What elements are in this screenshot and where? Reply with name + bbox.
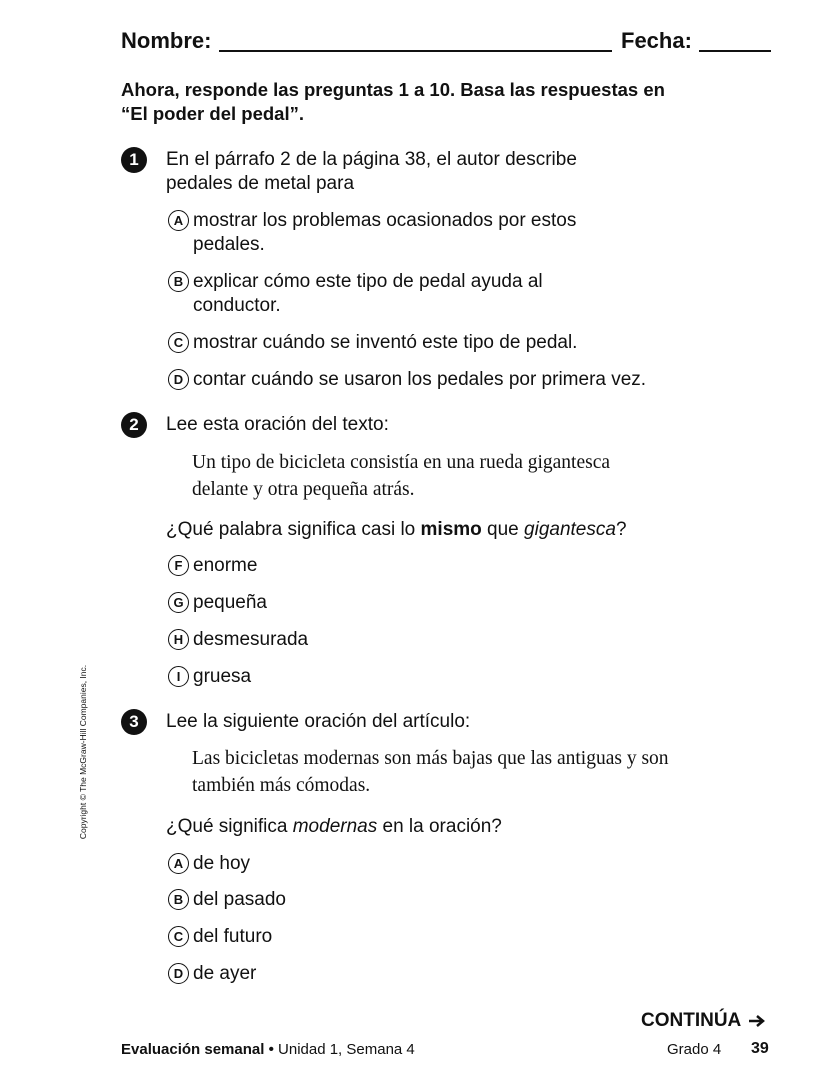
answer-option[interactable] — [168, 628, 688, 652]
option-letter-circle: I — [168, 666, 189, 687]
option-letter-circle: A — [168, 853, 189, 874]
continue-label: CONTINÚA — [641, 1010, 772, 1034]
footer-left: Evaluación semanal • Unidad 1, Semana 4 — [121, 1041, 415, 1058]
name-field-line[interactable] — [219, 50, 612, 52]
copyright-notice: Copyright © The McGraw-Hill Companies, Inc. — [78, 664, 88, 840]
option-text: contar cuándo se usaron los pedales por primera vez. — [193, 369, 647, 390]
arrow-right-icon — [748, 1014, 766, 1028]
option-letter-circle: F — [168, 555, 189, 576]
option-text: de ayer — [193, 963, 257, 984]
question-3-prompt: Lee la siguiente oración del artículo: — [166, 711, 471, 732]
question-number-badge: 1 — [121, 147, 147, 173]
option-letter-circle: C — [168, 332, 189, 353]
answer-option[interactable] — [168, 665, 688, 689]
answer-option[interactable] — [168, 554, 688, 578]
option-text: desmesurada — [193, 629, 309, 650]
question-3-subquestion: ¿Qué significa modernas en la oración? — [166, 816, 502, 837]
option-letter-circle: A — [168, 210, 189, 231]
header — [121, 28, 771, 58]
question-2-prompt: Lee esta oración del texto: — [166, 414, 389, 435]
option-text: explicar cómo este tipo de pedal ayuda al conductor. — [193, 271, 543, 316]
option-letter-circle: C — [168, 926, 189, 947]
question-1-prompt: En el párrafo 2 de la página 38, el autor describe pedales de metal para — [166, 149, 577, 194]
option-text: del futuro — [193, 926, 273, 947]
grade-label: Grado 4 — [667, 1041, 722, 1058]
option-text: gruesa — [193, 666, 252, 687]
answer-option[interactable] — [168, 368, 688, 392]
page-number: 39 — [751, 1040, 769, 1057]
question-2-subquestion: ¿Qué palabra significa casi lo mismo que gigantesca? — [166, 519, 627, 540]
option-letter-circle: B — [168, 271, 189, 292]
assessment-title: Evaluación semanal — [121, 1041, 265, 1058]
option-text: mostrar cuándo se inventó este tipo de pedal. — [193, 332, 578, 353]
answer-option[interactable] — [168, 591, 688, 615]
question-number-badge: 2 — [121, 412, 147, 438]
quoted-sentence: Las bicicletas modernas son más bajas que las antiguas y son también más cómodas. — [192, 748, 669, 796]
option-text: enorme — [193, 555, 258, 576]
option-letter-circle: G — [168, 592, 189, 613]
answer-option[interactable] — [168, 209, 688, 257]
quoted-sentence: Un tipo de bicicleta consistía en una rueda gigantesca delante y otra pequeña atrás. — [192, 452, 611, 500]
question-number-badge: 3 — [121, 709, 147, 735]
answer-option[interactable] — [168, 852, 688, 876]
instructions: Ahora, responde las preguntas 1 a 10. Basa las respuestas en “El poder del pedal”. — [121, 79, 665, 124]
option-letter-circle: D — [168, 369, 189, 390]
option-letter-circle: D — [168, 963, 189, 984]
option-text: pequeña — [193, 592, 267, 613]
date-field-line[interactable] — [699, 50, 771, 52]
date-label: Fecha: — [621, 28, 692, 53]
name-label: Nombre: — [121, 28, 212, 53]
answer-option[interactable] — [168, 270, 688, 318]
option-text: de hoy — [193, 853, 251, 874]
option-text: del pasado — [193, 889, 286, 910]
answer-option[interactable] — [168, 888, 688, 912]
answer-option[interactable] — [168, 331, 688, 355]
unit-week: Unidad 1, Semana 4 — [278, 1041, 415, 1058]
option-text: mostrar los problemas ocasionados por estos pedales. — [193, 210, 577, 255]
answer-option[interactable] — [168, 962, 688, 986]
option-letter-circle: B — [168, 889, 189, 910]
answer-option[interactable] — [168, 925, 688, 949]
option-letter-circle: H — [168, 629, 189, 650]
